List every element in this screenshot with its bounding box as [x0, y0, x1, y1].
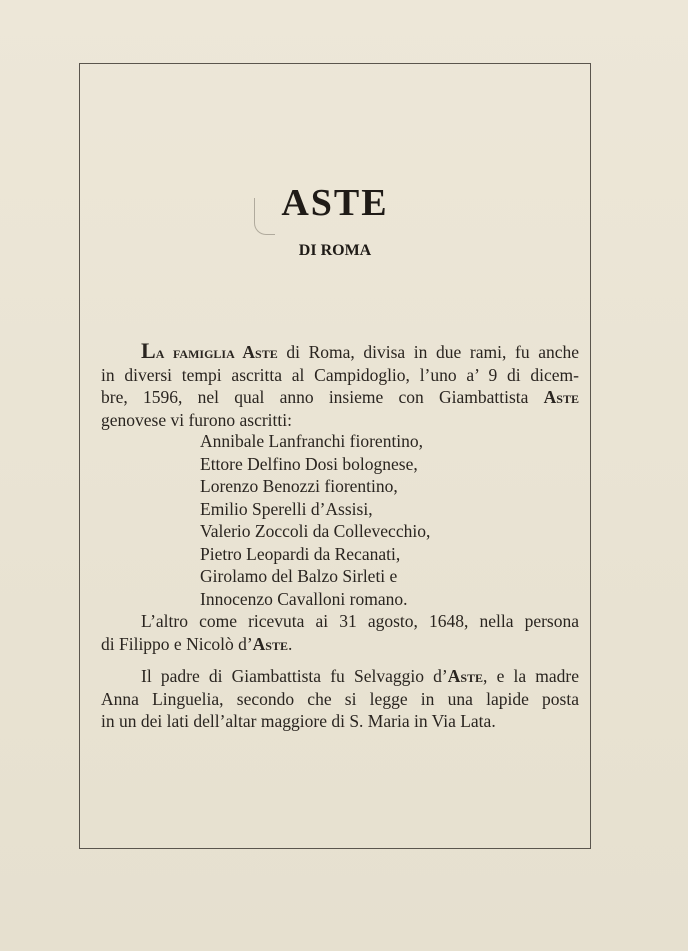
- text-line: [101, 340, 579, 364]
- list-item: Ettore Delfino Dosi bolognese,: [200, 453, 418, 474]
- family-name: Aste: [447, 666, 484, 686]
- list-item: Annibale Lanfranchi fiorentino,: [200, 431, 424, 451]
- list-item: Valerio Zoccoli da Collevecchio,: [200, 521, 431, 541]
- paragraph-2: [101, 610, 579, 655]
- text-line: in diversi tempi ascritta al Campidoglio, l’uno a’ 9 di dicem-: [101, 364, 579, 385]
- family-name: Aste: [242, 342, 278, 362]
- text-line: [101, 665, 579, 688]
- list-item: Pietro Leopardi da Recanati,: [200, 543, 401, 564]
- family-name: Aste: [543, 387, 579, 407]
- paragraph-1: [101, 340, 579, 431]
- text-line: [101, 633, 579, 656]
- drop-cap: L: [141, 338, 156, 363]
- text-line: Anna Linguelia, secondo che si legge in una lapide posta: [101, 688, 579, 709]
- text-fragment: , e la madre: [483, 666, 580, 686]
- list-item: Girolamo del Balzo Sirleti e: [200, 566, 398, 586]
- text-line: L’altro come ricevuta ai 31 agosto, 1648, nella persona: [141, 611, 579, 631]
- text-fragment: bre, 1596, nel qual anno insieme con Giambattista: [101, 387, 544, 407]
- text-fragment: di Filippo e Nicolò d’: [101, 633, 253, 654]
- text-fragment: .: [287, 633, 293, 654]
- list-item: Innocenzo Cavalloni romano.: [200, 588, 408, 609]
- page-title: ASTE: [281, 182, 389, 224]
- paragraph-3: [101, 665, 579, 733]
- text-line: genovese vi furono ascritti:: [101, 409, 292, 430]
- text-line: in un dei lati dell’altar maggiore di S. Maria in Via Lata.: [101, 711, 496, 731]
- name-list: [101, 430, 579, 610]
- page-subtitle: DI ROMA: [298, 242, 372, 259]
- list-item: Lorenzo Benozzi fiorentino,: [200, 476, 398, 496]
- text-fragment: a famiglia: [155, 342, 243, 362]
- text-line: [101, 386, 579, 409]
- text-fragment: Il padre di Giambattista fu Selvaggio d’: [141, 666, 448, 686]
- family-name: Aste: [252, 633, 288, 654]
- list-item: Emilio Sperelli d’Assisi,: [200, 498, 373, 519]
- text-fragment: di Roma, divisa in due rami, fu anche: [277, 342, 579, 362]
